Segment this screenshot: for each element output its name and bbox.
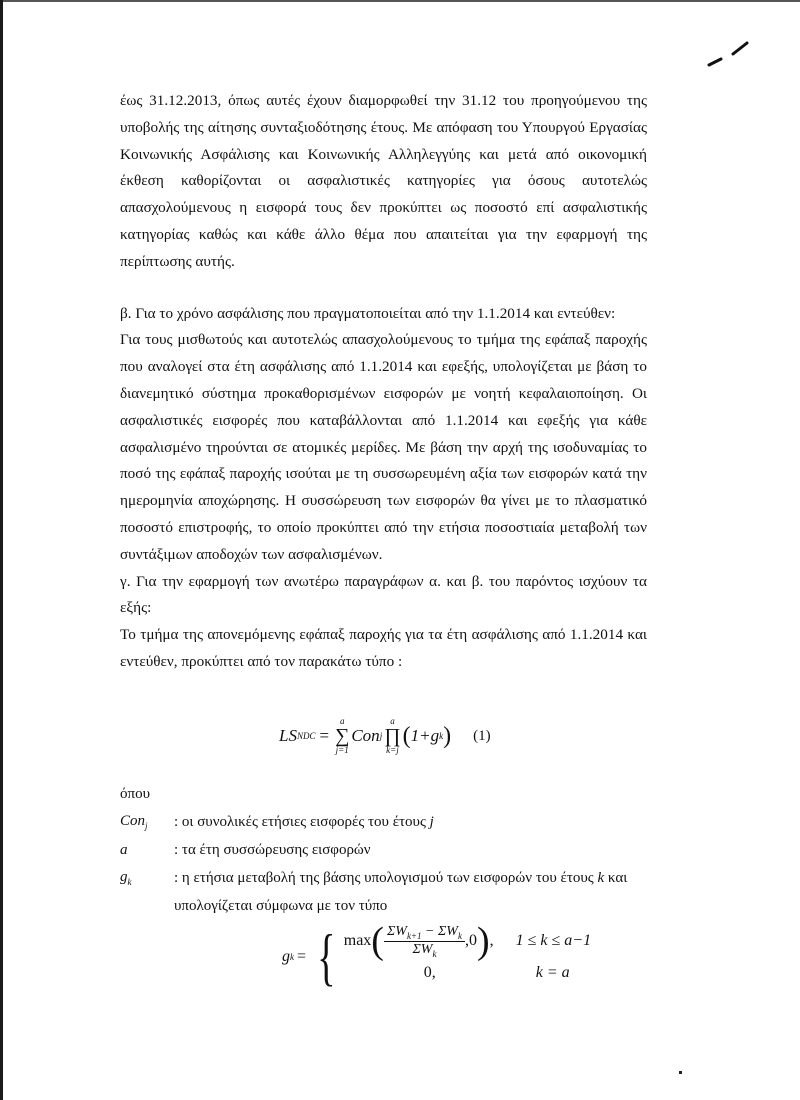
paragraph-line: ποσοστό επιστροφής, το οποίο προκύπτει από την ετήσια ποσοστιαία μεταβολή των — [120, 518, 647, 536]
paragraph-line: περίπτωσης αυτής. — [120, 252, 235, 270]
sum-operator: a ∑ j=1 — [335, 716, 350, 755]
definition-item: a : τα έτη συσσώρευσης εισφορών — [120, 841, 371, 858]
paragraph-line: υποβολής της αίτησης συνταξιοδότησης έτους. Με απόφαση του Υπουργού Εργασίας — [120, 118, 647, 136]
definition-continuation: υπολογίζεται σύμφωνα με τον τύπο — [174, 897, 388, 914]
pen-mark-icon — [705, 38, 755, 68]
scan-edge-left — [0, 0, 3, 1100]
paragraph-line: εντεύθεν, προκύπτει από τον παρακάτω τύπο : — [120, 652, 403, 670]
paragraph-line: έως 31.12.2013, όπως αυτές έχουν διαμορφωθεί την 31.12 του προηγούμενου της — [120, 92, 647, 109]
formula-lump-sum-ndc: LS NDC = a ∑ j=1 Con j a ∏ k=j ( 1+g k ) (1) — [279, 716, 491, 755]
scan-edge-top — [0, 0, 800, 2]
definition-item: Con$_j$ : οι συνολικές ετήσιες εισφορές του έτους j — [120, 813, 434, 831]
definitions-intro: όπου — [120, 785, 150, 802]
formula-growth-rate: g k = { max ( $\frac{\Sigma W_{k+1} - \Sigma W_k}{\Sigma W_k}$ ,0 ) , 1 ≤ k ≤ a−1 0, k = a — [282, 920, 592, 992]
paragraph-line: διανεμητικό σύστημα προκαθορισμένων εισφορών με νοητή κεφαλαιοποίηση. Οι — [120, 384, 647, 402]
paragraph-line: γ. Για την εφαρμογή των ανωτέρω παραγράφων α. και β. του παρόντος ισχύουν τα — [120, 572, 647, 590]
paragraph-line: κατηγορίας καθώς και κάθε άλλο θέμα που απαιτείται για την εφαρμογή της — [120, 225, 647, 243]
product-operator: a ∏ k=j — [384, 716, 401, 755]
paragraph-line: εξής: — [120, 599, 152, 617]
case-2: 0, k = a — [423, 964, 570, 981]
scan-speck — [679, 1071, 682, 1074]
document-body — [120, 88, 647, 676]
piecewise-cases — [343, 920, 592, 989]
paragraph-line: ασφαλιστικές εισφορές που καταβάλλονται από 1.1.2014 και εφεξής για κάθε — [120, 411, 647, 429]
paragraph-line: Το τμήμα της απονεμόμενης εφάπαξ παροχής για τα έτη ασφάλισης από 1.1.2014 και — [120, 626, 647, 644]
definitions-list — [120, 780, 660, 920]
definition-item: $g_k$ : η ετήσια μεταβολή της βάσης υπολογισμού των εισφορών του έτους k και — [120, 869, 628, 887]
paragraph-line: απασχολούμενους η εισφορά τους δεν προκύπτει ως ποσοστό επί ασφαλιστικής — [120, 199, 647, 217]
paragraph-line: ασφαλισμένο τηρούνται σε ατομικές μερίδες. Με βάση την αρχή της ισοδυναμίας το — [120, 438, 647, 456]
paragraph-line: έκθεση καθορίζονται οι ασφαλιστικές κατηγορίες για όσους αυτοτελώς — [120, 172, 647, 190]
section-heading: β. Για το χρόνο ασφάλισης που πραγματοποιείται από την 1.1.2014 και εντεύθεν: — [120, 304, 616, 322]
equation-number: (1) — [473, 727, 491, 744]
paragraph-line: Για τους μισθωτούς και αυτοτελώς απασχολούμενους το τμήμα της εφάπαξ παροχής — [120, 331, 647, 349]
paragraph-line: Κοινωνικής Ασφάλισης και Κοινωνικής Αλληλεγγύης και μετά από οικονομική — [120, 145, 647, 163]
paragraph-line: ημερομηνία αποχώρησης. Η συσσώρευση των εισφορών θα γίνει με το πλασματικό — [120, 492, 647, 510]
paragraph-line: ποσό της εφάπαξ παροχής ισούται με τη συσσωρευμένη αξία των εισφορών κατά την — [120, 465, 647, 483]
paragraph-line: συντάξιμων αποδοχών των ασφαλισμένων. — [120, 545, 383, 563]
fraction: $\frac{\Sigma W_{k+1} - \Sigma W_k}{\Sigma W_k}$ — [384, 924, 465, 959]
case-1: max ( $\frac{\Sigma W_{k+1} - \Sigma W_k}{\Sigma W_k}$ ,0 ) , 1 ≤ k ≤ a−1 — [343, 920, 592, 962]
paragraph-line: που αναλογεί στα έτη ασφάλισης από 1.1.2014 και εφεξής, υπολογίζεται με βάση το — [120, 358, 647, 376]
